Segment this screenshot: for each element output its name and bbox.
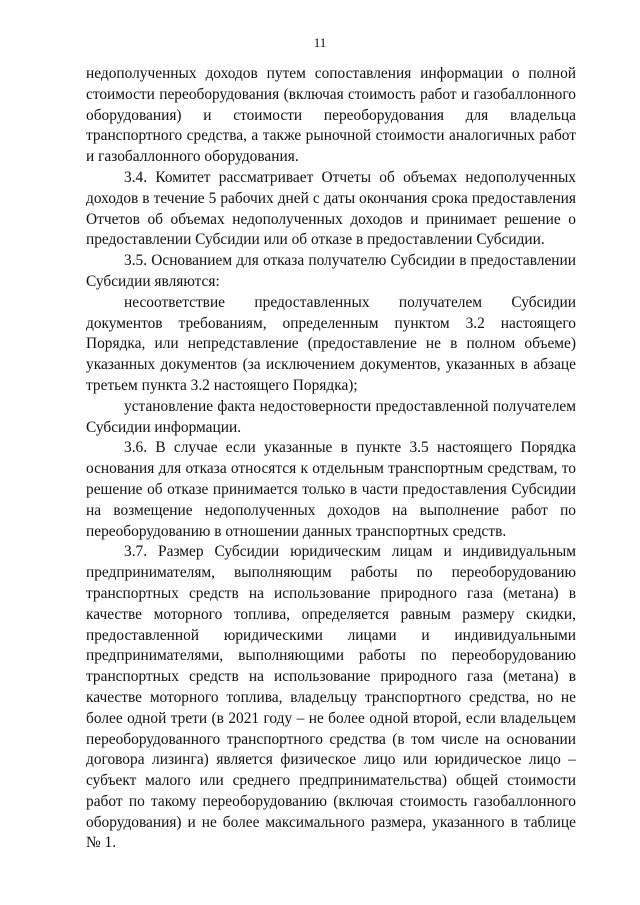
paragraph-continuation: недополученных доходов путем сопоставления информации о полной стоимости переоборудования (включая стоимость работ и газобаллонного оборудования) и стоимости переоборудования для владельца транспортного средства, а также рыночной стоимости аналогичных работ и газобаллонного оборудования. xyxy=(86,65,576,166)
paragraph-3-4: 3.4. Комитет рассматривает Отчеты об объемах недополученных доходов в течение 5 рабочих дней с даты окончания срока предоставления Отчетов об объемах недополученных доходов и принимает решение о предоставлении Субсидии или об отказе в предоставлении Субсидии. xyxy=(86,168,576,249)
document-body xyxy=(86,64,576,854)
paragraph-3-7: 3.7. Размер Субсидии юридическим лицам и индивидуальным предпринимателям, выполняющим работы по переоборудованию транспортных средств на использование природного газа (метана) в качестве моторного топлива, определяется равным размеру скидки, предоставленной юридическими лицами и индивидуальными предпринимателями, выполняющими работы по переоборудованию транспортных средств на использование природного газа (метана) в качестве моторного топлива, владельцу транспортного средства, но не более одной трети (в 2021 году – не более одной второй, если владельцем переоборудованного транспортного средства (в том числе на основании договора лизинга) является физическое лицо или юридическое лицо – субъект малого или среднего предпринимательства) общей стоимости работ по такому переоборудованию (включая стоимость газобаллонного оборудования) и не более максимального размера, указанного в таблице № 1. xyxy=(86,543,576,852)
page-number: 11 xyxy=(313,35,327,50)
paragraph-3-6: 3.6. В случае если указанные в пункте 3.5 настоящего Порядка основания для отказа относятся к отдельным транспортным средствам, то решение об отказе принимается только в части предоставления Субсидии на возмещение недополученных доходов на выполнение работ по переоборудованию в отношении данных транспортных средств. xyxy=(86,439,576,540)
paragraph-3-5-item-1: несоответствие предоставленных получателем Субсидии документов требованиям, определенным пунктом 3.2 настоящего Порядка, или непредставление (предоставление не в полном объеме) указанных документов (за исключением документов, указанных в абзаце третьем пункта 3.2 настоящего Порядка); xyxy=(86,293,576,394)
paragraph-3-5-item-2: установление факта недостоверности предоставленной получателем Субсидии информации. xyxy=(86,397,576,436)
paragraph-3-5: 3.5. Основанием для отказа получателю Субсидии в предоставлении Субсидии являются: xyxy=(86,252,576,290)
